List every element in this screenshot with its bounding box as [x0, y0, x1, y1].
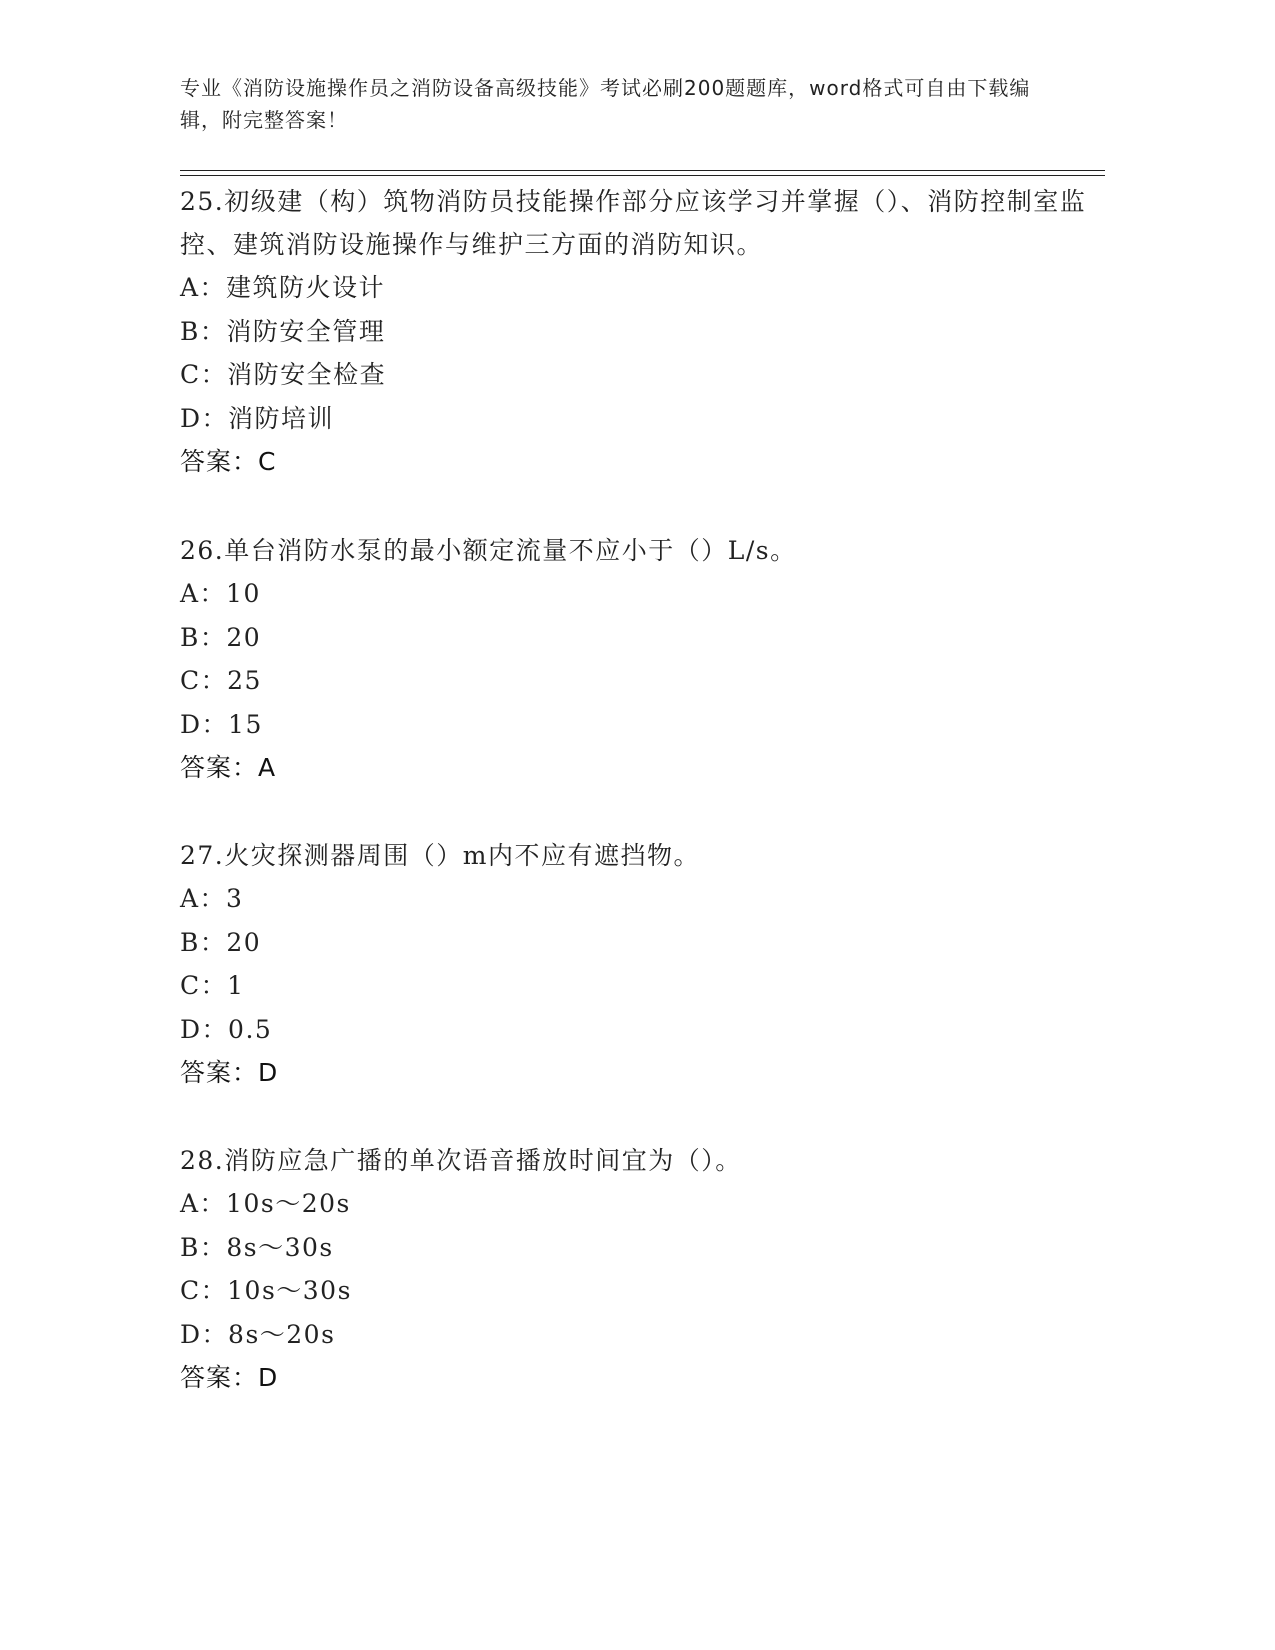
- option-a: A：3: [180, 884, 244, 913]
- option-a: A：10: [180, 579, 261, 608]
- option-b: B：8s～30s: [180, 1232, 334, 1262]
- question-28: [180, 1139, 1110, 1400]
- question-27: [180, 834, 1110, 1095]
- header-divider-top: [180, 170, 1105, 171]
- option-c: C：10s～30s: [180, 1276, 352, 1305]
- answer-line: 答案：D: [180, 1363, 279, 1392]
- option-d: D：消防培训: [180, 403, 335, 433]
- option-c: C：消防安全检查: [180, 360, 387, 389]
- question-stem: 28.消防应急广播的单次语音播放时间宜为（）。: [180, 1146, 742, 1175]
- option-a: A：10s～20s: [180, 1189, 351, 1218]
- option-b: B：消防安全管理: [180, 316, 386, 346]
- option-c: C：1: [180, 971, 245, 1000]
- option-b: B：20: [180, 927, 262, 957]
- option-a: A：建筑防火设计: [180, 273, 386, 302]
- answer-line: 答案：C: [180, 447, 277, 476]
- question-25: [180, 180, 1110, 484]
- option-b: B：20: [180, 622, 262, 652]
- document-header: 专业《消防设施操作员之消防设备高级技能》考试必刷200题题库，word格式可自由下载编辑，附完整答案！: [180, 76, 1031, 132]
- answer-line: 答案：D: [180, 1058, 279, 1087]
- question-stem: 26.单台消防水泵的最小额定流量不应小于（）L/s。: [180, 536, 797, 565]
- option-d: D：15: [180, 709, 263, 739]
- option-c: C：25: [180, 666, 262, 695]
- option-d: D：8s～20s: [180, 1319, 336, 1349]
- answer-line: 答案：A: [180, 753, 277, 782]
- question-stem: 25.初级建（构）筑物消防员技能操作部分应该学习并掌握（）、消防控制室监控、建筑消防设施操作与维护三方面的消防知识。: [180, 187, 1087, 259]
- header-divider-bottom: [180, 175, 1105, 176]
- option-d: D：0.5: [180, 1014, 273, 1044]
- question-stem: 27.火灾探测器周围（）m内不应有遮挡物。: [180, 841, 700, 870]
- question-26: [180, 529, 1110, 790]
